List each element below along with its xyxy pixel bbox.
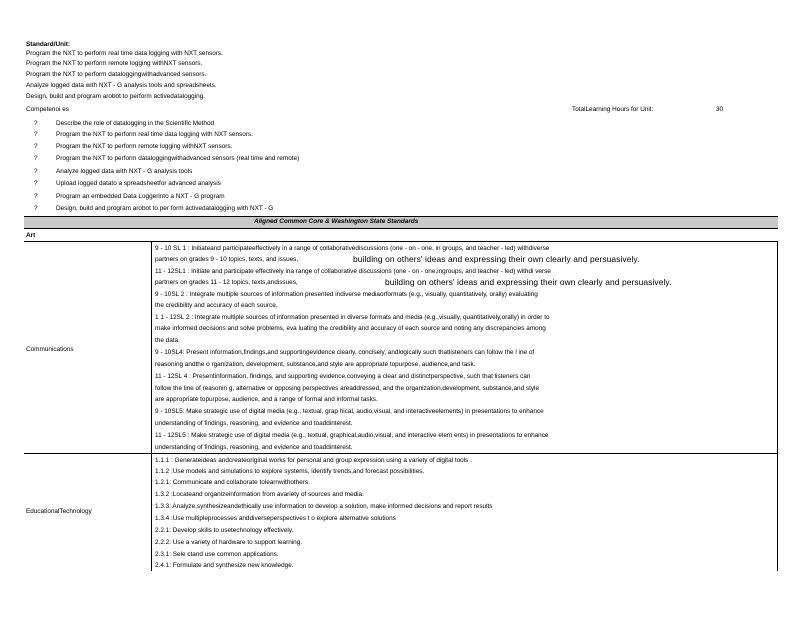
competency-item: Program the NXT to perform remote logging withNXT sensors.: [56, 143, 233, 150]
competency-item: Analyze logged data with NXT - G analysis tools: [56, 168, 193, 175]
standard-line: Program the NXT to perform remote logging withNXT sensors.: [26, 60, 203, 67]
standard-line: Program the NXT to perform dataloggingwithadvanced sensors.: [26, 71, 207, 78]
competency-item: Program the NXT to perform dataloggingwithadvanced sensors (real time and remote): [56, 155, 300, 162]
comm-line: 9 - 10 SL 1 : Initiateand participateeffectively in a range of collaborativediscussions (one - on - one, in groups, and teacher - led) withdiverse: [155, 245, 550, 252]
edtech-line: 2.2.2: Use a variety of hardware to support learning.: [155, 539, 303, 546]
total-hours-label: TotalLearning Hours for Unit:: [572, 106, 654, 113]
standard-heading: Standard/Unit:: [26, 41, 71, 48]
column-divider: [777, 241, 778, 571]
edtech-label: EducationalTechnology: [26, 508, 92, 515]
bullet-icon: ?: [34, 168, 38, 175]
comm-line: 9 - 10SL4: Present information,findings,and supportingevidence clearly, concisely, andlogically such thatlisteners can follow the l ine of: [155, 349, 535, 356]
comm-line: follow the line of reasonin g, alternative or opposing perspectives areaddressed, and the organization,development, substance,and style: [155, 385, 540, 392]
art-label: Art: [26, 232, 36, 239]
comm-line: 9 - 10SL5: Make strategic use of digital media (e.g., textual, grap hical, audio,visual, and interactiveelements) in presentations to enhance: [155, 408, 544, 415]
competency-item: Upload logged datato a spreadsheetfor advanced analysis: [56, 180, 221, 187]
comm-line: are appropriate topurpose, audience, and a range of formal and informal tasks.: [155, 396, 378, 403]
comm-line: understanding of findings, reasoning, and evidence and toaddinterest.: [155, 420, 353, 427]
aligned-header: Aligned Common Core & Washington State Standards: [254, 218, 419, 225]
standard-line: Analyze logged data with NXT - G analysis tools and spreadsheets.: [26, 82, 217, 89]
edtech-line: 1.1.1 : Generateideas andcreateoriginal works for personal and group expression using a variety of digital tools .: [155, 457, 472, 464]
competency-item: Program the NXT to perform real time data logging with NXT sensors.: [56, 131, 253, 138]
column-divider: [151, 453, 152, 571]
competencies-heading: Competenoi es: [26, 106, 69, 113]
comm-line: the credibility and accuracy of each source.: [155, 302, 278, 309]
table-divider: [24, 216, 778, 217]
standard-line: Program the NXT to perform real time data logging with NXT sensors.: [26, 50, 223, 57]
comm-line: 11 - 12SL5 : Make strategic use of digital media (e.g., textual, graphical,audio,visual, and interactive elem ents) in presentations to enhance: [155, 432, 549, 439]
edtech-line: 1.3.2 :Locateand organizeinformation from avariety of sources and media.: [155, 491, 364, 498]
comm-line: partners on grades 9 - 10 topics, texts, and issues,: [155, 256, 299, 263]
comm-line: 9 - 10SL 2 : Integrate multiple sources of information presented indiverse mediaorformats (e.g., visually, quantitatively, orally) evaluating: [155, 291, 538, 298]
comm-line: partners on grades 11 - 12 topics, texts,andissues,: [155, 279, 298, 286]
comm-line: 1 1 - 12SL 2 : Integrate multiple sources of information presented in diverse formats and media (e.g.,visually, quantitatively,orally) in order to: [155, 314, 550, 321]
bullet-icon: ?: [34, 131, 38, 138]
comm-line: understanding of findings, reasoning, and evidence and toaddinterest.: [155, 444, 353, 451]
communications-label: Communications: [26, 346, 74, 353]
table-divider: [24, 228, 778, 229]
competency-item: Program an embedded Data Loggerinto a NXT - G program: [56, 193, 225, 200]
comm-line: reasoning andthe o rganization, development, substance,and style are appropriate topurpose, audience,and task.: [155, 361, 476, 368]
total-hours-value: 30: [716, 106, 724, 113]
edtech-line: 1.2.1: Communicate and collaborate tolearnwithothers.: [155, 479, 310, 486]
competency-item: Design, build and program arobot to per form activedatalogging with NXT - G: [56, 205, 274, 212]
edtech-line: 1.1.2 :Use models and simulations to explore systems, identify trends,and forecast possibilities.: [155, 468, 425, 475]
bullet-icon: ?: [34, 205, 38, 212]
table-divider: [24, 453, 778, 454]
comm-line-emphasis: building on others' ideas and expressing their own clearly and persuasively.: [385, 277, 672, 287]
competency-item: Describe the role of datalogging in the Scientific Method: [56, 120, 215, 127]
edtech-line: 2.4.1: Formulate and synthesize new knowledge.: [155, 562, 294, 569]
bullet-icon: ?: [34, 193, 38, 200]
bullet-icon: ?: [34, 155, 38, 162]
edtech-line: 1.3.3: Analyze,synthesizeandethically use information to develop a solution, make informed decisions and report results: [155, 503, 493, 510]
standard-line: Design, build and program arobot to perform activedatalogging.: [26, 93, 206, 100]
edtech-line: 2.3.1: Sele ctand use common applications.: [155, 551, 279, 558]
edtech-line: 2.2.1: Develop skills to usetechnology effectively.: [155, 527, 294, 534]
edtech-line: 1.3.4 :Use multipleprocesses anddiverseperspectives t o explore alternative solutions: [155, 515, 396, 522]
comm-line-emphasis: building on others' ideas and expressing their own clearly and persuasively.: [353, 254, 640, 264]
table-divider: [24, 241, 778, 242]
comm-line: the data.: [155, 337, 180, 344]
column-divider: [151, 241, 152, 453]
comm-line: 11 - 12SL 4 : Presentinformation, findings, and supporting evidence,conveying a clear and distinctperspective, such that listeners can: [155, 373, 531, 380]
comm-line: 11 - 12SL1 : Initiate and participate effectively ina range of collaborative discussions (one - on - one,ingroups, and teacher - led) withdi verse: [155, 268, 551, 275]
bullet-icon: ?: [34, 180, 38, 187]
comm-line: make informed decisions and solve problems, eva luating the credibility and accuracy of each source and noting any discrepancies among: [155, 325, 546, 332]
bullet-icon: ?: [34, 143, 38, 150]
bullet-icon: ?: [34, 120, 38, 127]
